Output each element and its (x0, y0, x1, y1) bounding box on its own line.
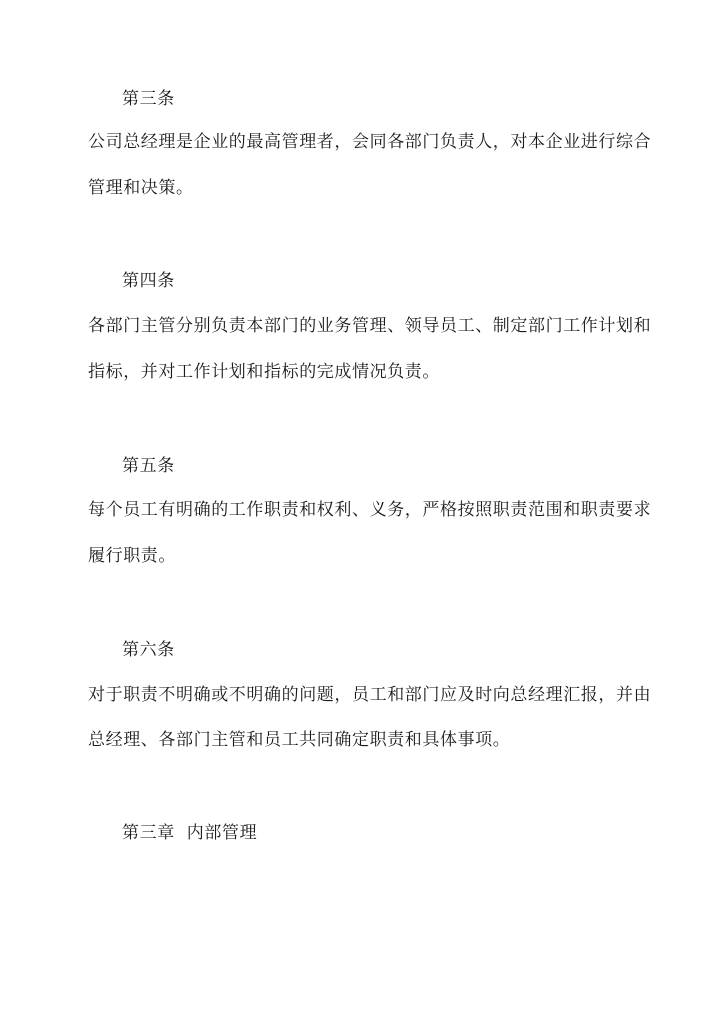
article-text-line: 管理和决策。 (88, 178, 194, 198)
article-heading: 第四条 (122, 271, 175, 291)
article-text-line: 每个员工有明确的工作职责和权利、义务，严格按照职责范围和职责要求 (88, 500, 652, 520)
article-text-line: 履行职责。 (88, 546, 176, 566)
article-text-line: 公司总经理是企业的最高管理者，会同各部门负责人，对本企业进行综合 (88, 132, 652, 152)
article-heading: 第六条 (122, 640, 175, 660)
chapter-heading: 第三章 内部管理 (122, 823, 258, 843)
article-text-line: 各部门主管分别负责本部门的业务管理、领导员工、制定部门工作计划和 (88, 316, 652, 336)
article-text-line: 总经理、各部门主管和员工共同确定职责和具体事项。 (88, 730, 511, 750)
article-text-line: 指标，并对工作计划和指标的完成情况负责。 (88, 362, 440, 382)
article-text-line: 对于职责不明确或不明确的问题，员工和部门应及时向总经理汇报，并由 (88, 685, 652, 705)
article-heading: 第三条 (122, 89, 175, 109)
article-heading: 第五条 (122, 456, 175, 476)
